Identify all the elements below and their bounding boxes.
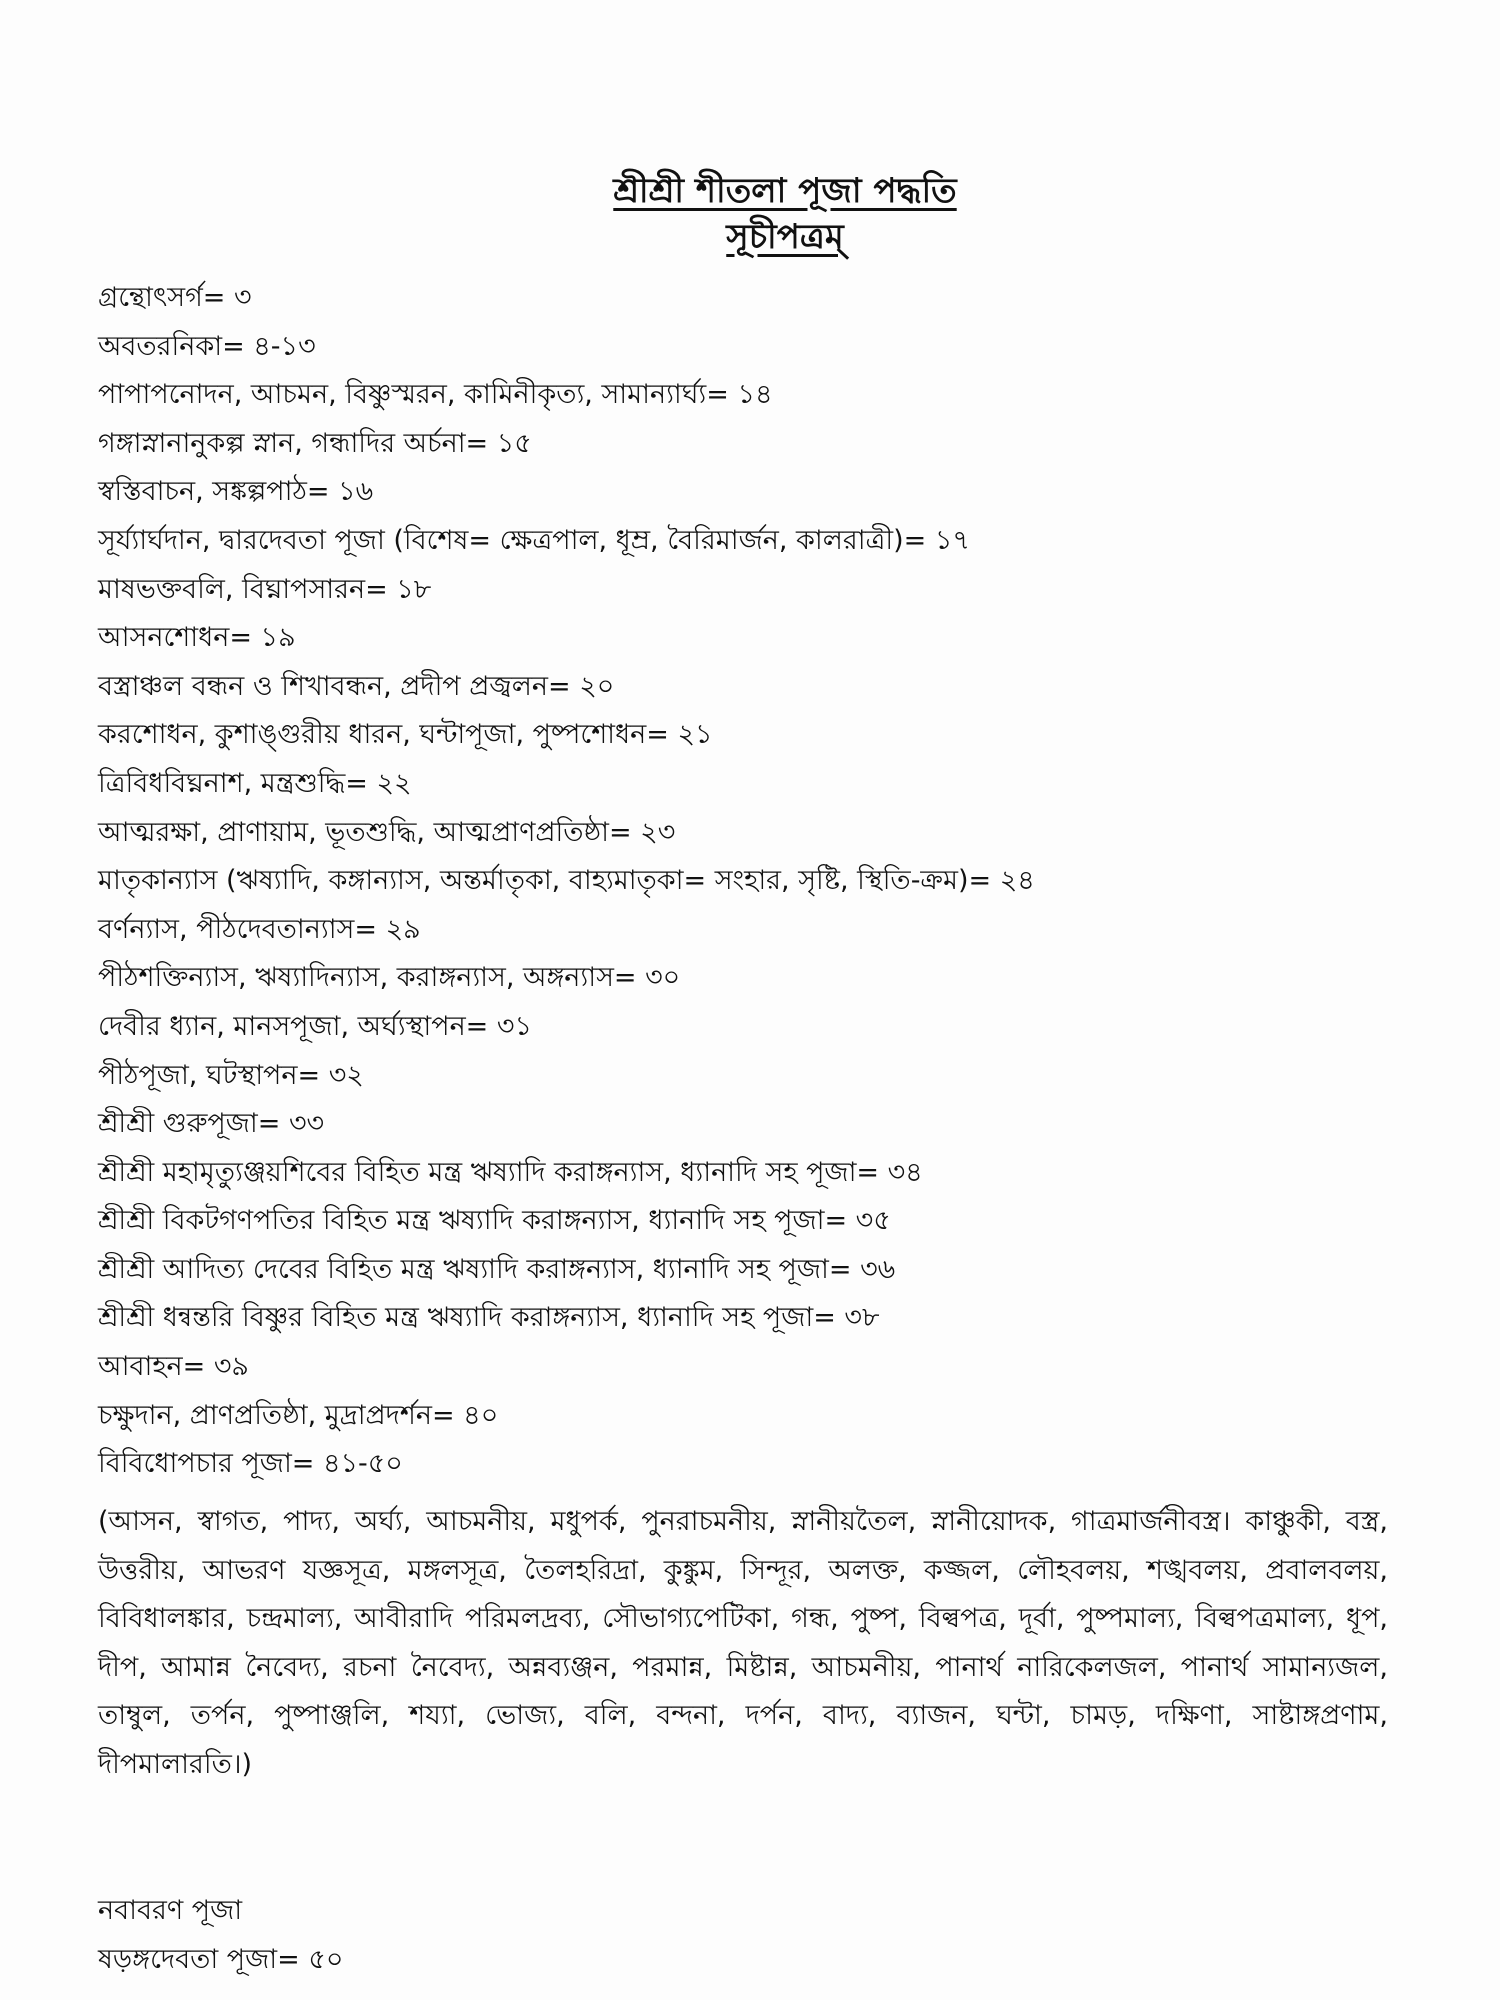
toc-entry: বিবিধোপচার পূজা= ৪১-৫০ (98, 1448, 403, 1480)
toc-entry: মাষভক্তবলি, বিঘ্নাপসারন= ১৮ (98, 573, 432, 605)
toc-entry: শ্রীশ্রী ধন্বন্তরি বিষ্ণুর বিহিত মন্ত্র ঋষ্যাদি করাঙ্গন্যাস, ধ্যানাদি সহ পূজা= ৩৮ (98, 1302, 880, 1334)
toc-entry: পীঠশক্তিন্যাস, ঋষ্যাদিন্যাস, করাঙ্গন্যাস, অঙ্গন্যাস= ৩০ (98, 962, 681, 994)
toc-entry: শ্রীশ্রী বিকটগণপতির বিহিত মন্ত্র ঋষ্যাদি করাঙ্গন্যাস, ধ্যানাদি সহ পূজা= ৩৫ (98, 1205, 891, 1237)
toc-entry: পাপাপনোদন, আচমন, বিষ্ণুস্মরন, কামিনীকৃত্য, সামান্যার্ঘ্য= ১৪ (98, 379, 773, 411)
toc-entry: গ্রন্থোৎসর্গ= ৩ (98, 282, 252, 313)
toc-entry: আত্মরক্ষা, প্রাণায়াম, ভূতশুদ্ধি, আত্মপ্রাণপ্রতিষ্ঠা= ২৩ (98, 816, 676, 848)
toc-entry: স্বস্তিবাচন, সঙ্কল্পপাঠ= ১৬ (98, 476, 374, 508)
page-title: শ্রীশ্রী শীতলা পূজা পদ্ধতি (613, 171, 957, 211)
title-block (0, 168, 1500, 260)
toc-entry: আসনশোধন= ১৯ (98, 622, 296, 654)
tail-entries (98, 1887, 1388, 1984)
toc-entry: পীঠপূজা, ঘটস্থাপন= ৩২ (98, 1059, 364, 1091)
page-subtitle: সূচীপত্রম্ (726, 217, 844, 257)
toc-entry: অবতরনিকা= ৪-১৩ (98, 330, 316, 362)
toc-entry: শ্রীশ্রী মহামৃত্যুঞ্জয়শিবের বিহিত মন্ত্র ঋষ্যাদি করাঙ্গন্যাস, ধ্যানাদি সহ পূজা= ৩৪ (98, 1156, 923, 1188)
toc-entry: শ্রীশ্রী আদিত্য দেবের বিহিত মন্ত্র ঋষ্যাদি করাঙ্গন্যাস, ধ্যানাদি সহ পূজা= ৩৬ (98, 1253, 896, 1285)
toc-entry: দেবীর ধ্যান, মানসপূজা, অর্ঘ্যস্থাপন= ৩১ (98, 1010, 532, 1042)
toc-entry: বর্ণন্যাস, পীঠদেবতান্যাস= ২৯ (98, 913, 421, 945)
toc-entry: ষড়ঙ্গদেবতা পূজা= ৫০ (98, 1943, 344, 1975)
table-of-contents (98, 274, 1388, 1489)
toc-entry: শ্রীশ্রী গুরুপূজা= ৩৩ (98, 1108, 325, 1140)
toc-entry: সূর্য্যার্ঘদান, দ্বারদেবতা পূজা (বিশেষ= ক্ষেত্রপাল, ধূম্র, বৈরিমার্জন, কালরাত্রী)= ১৭ (98, 524, 970, 556)
toc-entry: ত্রিবিধবিঘ্ননাশ, মন্ত্রশুদ্ধি= ২২ (98, 767, 412, 799)
toc-entry: বস্ত্রাঞ্চল বন্ধন ও শিখাবন্ধন, প্রদীপ প্রজ্বলন= ২০ (98, 670, 615, 702)
toc-entry: গঙ্গাস্নানানুকল্প স্নান, গন্ধাদির অর্চনা= ১৫ (98, 427, 532, 459)
upachara-paragraph: (আসন, স্বাগত, পাদ্য, অর্ঘ্য, আচমনীয়, মধুপর্ক, পুনরাচমনীয়, স্নানীয়তৈল, স্নানীয়োদক, গাত্রমার্জনীবস্ত্র। কাঞ্চুকী, বস্ত্র, উত্তরীয়, আভরণ যজ্ঞসূত্র, মঙ্গলসূত্র, তৈলহরিদ্রা, কুঙ্কুম, সিন্দূর, অলক্ত, কজ্জল, লৌহবলয়, শঙ্খবলয়, প্রবালবলয়, বিবিধালঙ্কার, চন্দ্রমাল্য, আবীরাদি পরিমলদ্রব্য, সৌভাগ্যপেটিকা, গন্ধ, পুষ্প, বিল্বপত্র, দূর্বা, পুষ্পমাল্য, বিল্বপত্রমাল্য, ধূপ, দীপ, আমান্ন নৈবেদ্য, রচনা নৈবেদ্য, অন্নব্যঞ্জন, পরমান্ন, মিষ্টান্ন, আচমনীয়, পানার্থ নারিকেলজল, পানার্থ সামান্যজল, তাম্বুল, তর্পন, পুষ্পাঞ্জলি, শয্যা, ভোজ্য, বলি, বন্দনা, দর্পন, বাদ্য, ব্যাজন, ঘন্টা, চামড়, দক্ষিণা, সাষ্টাঙ্গপ্রণাম, দীপমালারতি।) (98, 1506, 1388, 1780)
toc-entry: চক্ষুদান, প্রাণপ্রতিষ্ঠা, মুদ্রাপ্রদর্শন= ৪০ (98, 1399, 499, 1431)
toc-entry: নবাবরণ পূজা (98, 1895, 243, 1926)
toc-entry: আবাহন= ৩৯ (98, 1351, 249, 1383)
toc-entry: করশোধন, কুশাঙ্গুরীয় ধারন, ঘন্টাপূজা, পুষ্পশোধন= ২১ (98, 719, 713, 751)
toc-entry: মাতৃকান্যাস (ঋষ্যাদি, কঙ্গান্যাস, অন্তর্মাতৃকা, বাহ্যমাতৃকা= সংহার, সৃষ্টি, স্থিতি-ক্রম)= ২৪ (98, 865, 1035, 897)
